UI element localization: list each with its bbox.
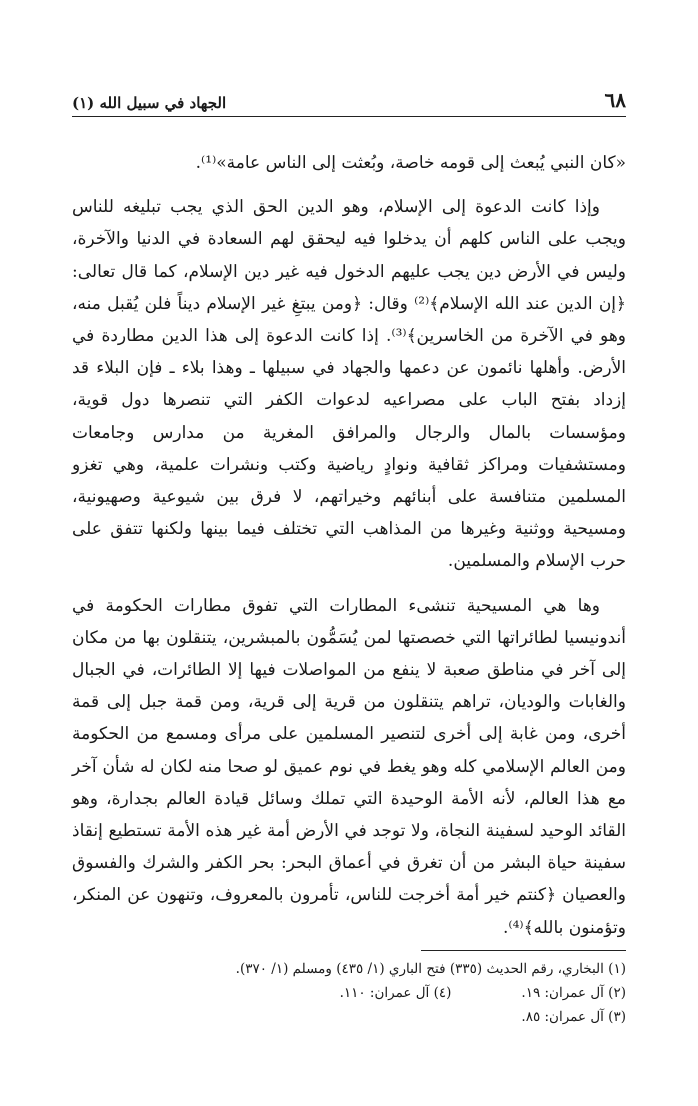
running-title: الجهاد في سبيل الله (١) <box>72 94 227 112</box>
page-header <box>72 88 626 117</box>
paragraph-missionaries: وها هي المسيحية تنشىء المطارات التي تفوق مطارات الحكومة في أندونيسيا لطائراتها التي خصصتها لمن يُسَمُّون بالمبشرين، يتنقلون بها من مكان إلى آخر في مناطق صعبة لا ينفع من المواصلات فيها إلا الطائرات، في الجبال والغابات والوديان، تراهم يتنقلون من قرية إلى قرية، ومن قمة جبل إلى قمة أخرى، ومن غابة إلى أخرى لتنصير المسلمين على مرأى ومسمع من الحكومة ومن العالم الإسلامي كله وهو يغط في نوم عميق لو صحا منه لكان له شأن آخر مع هذا العالم، لأنه الأمة الوحيدة التي تملك وسائل قيادة العالم بجدارة، وهو القائد الوحيد لسفينة النجاة، ولا توجد في الأرض أمة غير هذه الأمة تستطيع إنقاذ سفينة حياة البشر من أن تغرق في أعماق البحر: بحر الكفر والشرك والفسوق والعصيان ﴿كنتم خير أمة أخرجت للناس، تأمرون بالمعروف، وتنهون عن المنكر، وتؤمنون بالله﴾⁽⁴⁾. <box>72 595 626 938</box>
page-number: ٦٨ <box>604 88 626 112</box>
paragraph-dawah: وإذا كانت الدعوة إلى الإسلام، وهو الدين الحق الذي يجب تبليغه للناس ويجب على الناس كلهم أن يدخلوا فيه ليحقق لهم السعادة في الدنيا والآخرة، وليس في الأرض دين يجب عليهم الدخول فيه غير دين الإسلام، كما قال تعالى: ﴿إن الدين عند الله الإسلام﴾⁽²⁾ وقال: ﴿ومن يبتغِ غير الإسلام ديناً فلن يُقبل منه، وهو في الآخرة من الخاسرين﴾⁽³⁾. إذا كانت الدعوة إلى هذا الدين مطاردة في الأرض. وأهلها نائمون عن دعمها والجهاد في سبيلها ـ وهذا بلاء ـ فإن البلاء قد إزداد بفتح الباب على مصراعيه لدعوات الكفر التي تنصرها دول قوية، ومؤسسات بالمال والرجال والمرافق المغرية من مدارس وجامعات ومستشفيات ومراكز ثقافية ونوادٍ رياضية وكتب ونشرات علمية، وهي تغزو المسلمين متنافسة على أبنائهم وخيراتهم، لا فرق بين شيوعية وصهيونية، ومسيحية ووثنية وغيرها من المذاهب التي تختلف فيما بينها ولكنها تتفق على حرب الإسلام والمسلمين. <box>72 197 626 572</box>
footnote-1: (١) البخاري، رقم الحديث (٣٣٥) فتح الباري (١/ ٤٣٥) ومسلم (١/ ٣٧٠). <box>235 960 626 977</box>
footnote-divider <box>421 950 626 951</box>
footnote-row <box>72 981 626 1005</box>
page-body <box>72 147 626 944</box>
paragraph-hadith: «كان النبي يُبعث إلى قومه خاصة، وبُعثت إلى الناس عامة»⁽¹⁾. <box>195 153 626 173</box>
footnote-4: (٤) آل عمران: ١١٠. <box>339 984 452 1001</box>
footnote-2: (٢) آل عمران: ١٩. <box>521 984 626 1001</box>
footnote-3: (٣) آل عمران: ٨٥. <box>521 1008 626 1025</box>
footnotes <box>72 957 626 1029</box>
